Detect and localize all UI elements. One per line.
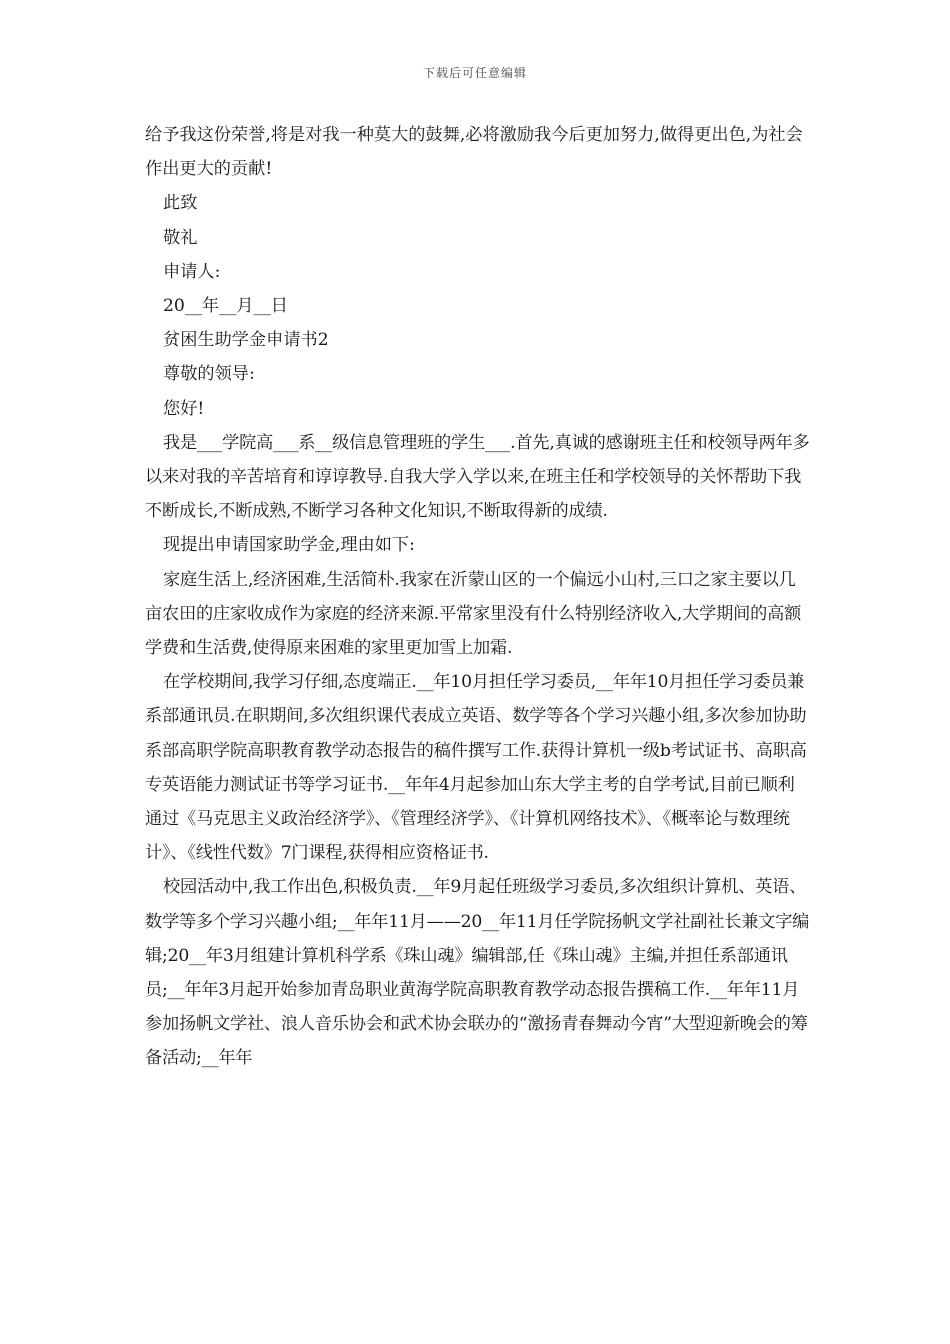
document-body <box>145 118 810 1076</box>
salutation-cizhi: 此致 <box>163 193 198 214</box>
paragraph-study: 在学校期间,我学习仔细,态度端正.__年10月担任学习委员,__年年10月担任学习委员兼系部通讯员.在职期间,多次组织课代表成立英语、数学等各个学习兴趣小组,多次参加协助系部高职学院高职教育教学动态报告的稿件撰写工作.获得计算机一级b考试证书、高职高专英语能力测试证书等学习证书.__年年4月起参加山东大学主考的自学考试,目前已顺利通过《马克思主义政治经济学》、《管理经济学》、《计算机网络技术》、《概率论与数理统计》、《线性代数》7门课程,获得相应资格证书. <box>145 672 807 864</box>
salutation-jingli: 敬礼 <box>163 227 198 248</box>
paragraph-closing-remarks: 给予我这份荣誉,将是对我一种莫大的鼓舞,必将激励我今后更加努力,做得更出色,为社会作出更大的贡献! <box>145 125 803 180</box>
paragraph-family: 家庭生活上,经济困难,生活简朴.我家在沂蒙山区的一个偏远小山村,三口之家主要以几亩农田的庄家收成作为家庭的经济来源.平常家里没有什么特别经济收入,大学期间的高额学费和生活费,使得原来困难的家里更加雪上加霜. <box>145 569 802 659</box>
section-title: 贫困生助学金申请书2 <box>163 330 329 351</box>
paragraph-introduction: 我是___学院高___系__级信息管理班的学生___.首先,真诚的感谢班主任和校领导两年多以来对我的辛苦培育和谆谆教导.自我大学入学以来,在班主任和学校领导的关怀帮助下我不断成长,不断成熟,不断学习各种文化知识,不断取得新的成绩. <box>145 432 810 522</box>
paragraph-activities: 校园活动中,我工作出色,积极负责.__年9月起任班级学习委员,多次组织计算机、英语、数学等多个学习兴趣小组;__年年11月——20__年11月任学院扬帆文学社副社长兼文字编辑;20__年3月组建计算机科学系《珠山魂》编辑部,任《珠山魂》主编,并担任系部通讯员;__年年3月起开始参加青岛职业黄海学院高职教育教学动态报告撰稿工作.__年年11月参加扬帆文学社、浪人音乐协会和武术协会联办的“激扬青春舞动今宵”大型迎新晚会的筹备活动;__年年 <box>145 877 810 1069</box>
applicant-label: 申请人: <box>163 261 221 282</box>
page-header: 下载后可任意编辑 <box>422 66 527 80</box>
greeting-hello: 您好! <box>163 398 205 419</box>
paragraph-reason-intro: 现提出申请国家助学金,理由如下: <box>163 535 415 556</box>
greeting-recipient: 尊敬的领导: <box>163 364 255 385</box>
date-line: 20__年__月__日 <box>163 296 288 317</box>
